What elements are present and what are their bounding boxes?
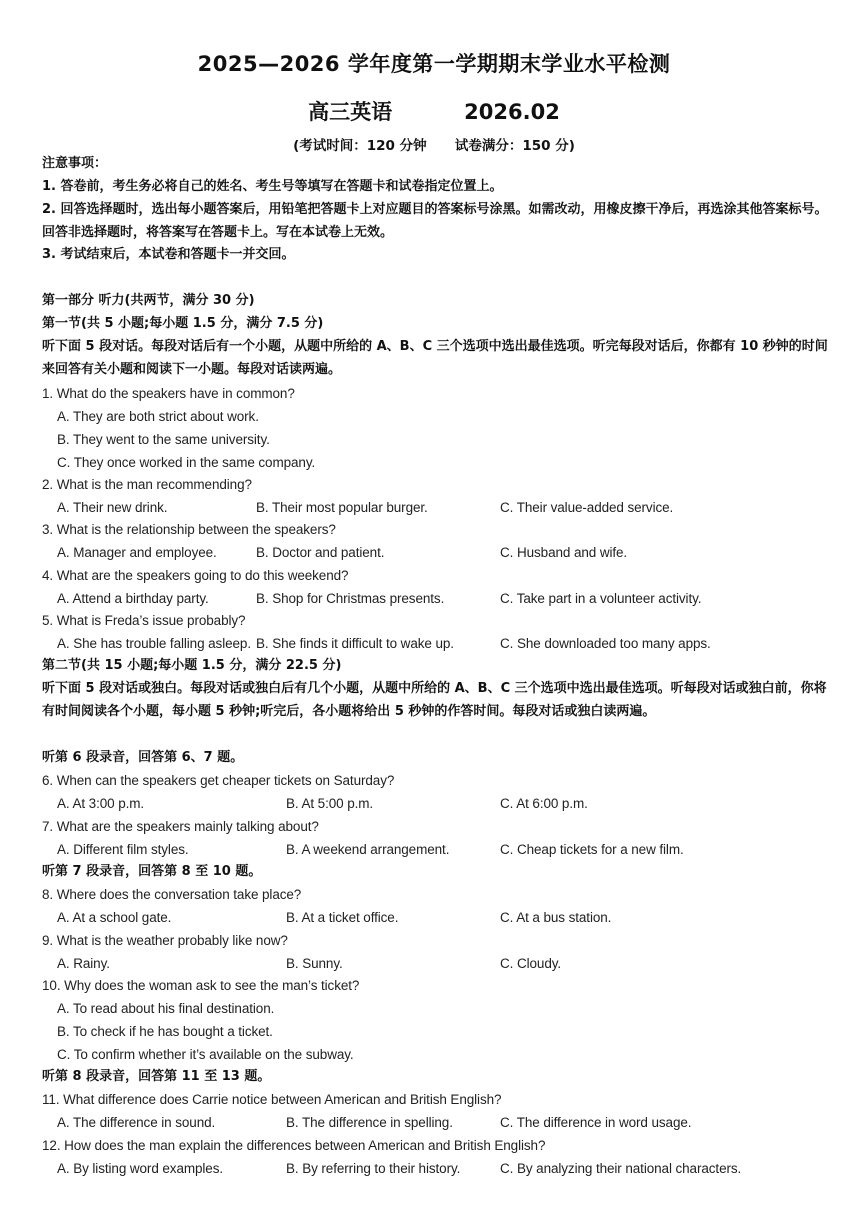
- subject-label: 高三英语: [308, 100, 393, 124]
- notice-item-3: 3. 考试结束后，本试卷和答题卡一并交回。: [42, 247, 295, 262]
- q6-option-c: C. At 6:00 p.m.: [500, 796, 588, 811]
- section2-heading: 第二节(共 15 小题;每小题 1.5 分，满分 22.5 分): [42, 658, 342, 673]
- question-5: 5. What is Freda’s issue probably?: [42, 613, 246, 628]
- q3-option-b: B. Doctor and patient.: [256, 545, 385, 560]
- audio-label-8: 听第 8 段录音，回答第 11 至 13 题。: [42, 1069, 271, 1084]
- q3-option-a: A. Manager and employee.: [57, 545, 217, 560]
- q4-option-a: A. Attend a birthday party.: [57, 591, 209, 606]
- q8-option-b: B. At a ticket office.: [286, 910, 399, 925]
- q8-option-c: C. At a bus station.: [500, 910, 612, 925]
- question-1: 1. What do the speakers have in common?: [42, 386, 295, 401]
- q10-option-b: B. To check if he has bought a ticket.: [57, 1024, 273, 1039]
- q7-option-b: B. A weekend arrangement.: [286, 842, 450, 857]
- q2-option-c: C. Their value-added service.: [500, 500, 674, 515]
- notice-item-1: 1. 答卷前，考生务必将自己的姓名、考生号等填写在答题卡和试卷指定位置上。: [42, 179, 503, 194]
- audio-label-6: 听第 6 段录音，回答第 6、7 题。: [42, 750, 244, 765]
- question-11: 11. What difference does Carrie notice between American and British English?: [42, 1092, 502, 1107]
- q6-option-a: A. At 3:00 p.m.: [57, 796, 145, 811]
- question-7: 7. What are the speakers mainly talking about?: [42, 819, 319, 834]
- q4-option-b: B. Shop for Christmas presents.: [256, 591, 445, 606]
- question-4: 4. What are the speakers going to do this weekend?: [42, 568, 349, 583]
- q5-option-c: C. She downloaded too many apps.: [500, 636, 711, 651]
- q12-option-c: C. By analyzing their national characters.: [500, 1161, 742, 1176]
- question-8: 8. Where does the conversation take place?: [42, 887, 302, 902]
- q9-option-a: A. Rainy.: [57, 956, 110, 971]
- q10-option-a: A. To read about his final destination.: [57, 1001, 275, 1016]
- part1-heading: 第一部分 听力(共两节，满分 30 分): [42, 293, 255, 308]
- q9-option-c: C. Cloudy.: [500, 956, 562, 971]
- notice-heading: 注意事项：: [42, 156, 108, 171]
- q7-option-a: A. Different film styles.: [57, 842, 189, 857]
- q1-option-c: C. They once worked in the same company.: [57, 455, 316, 470]
- q1-option-a: A. They are both strict about work.: [57, 409, 259, 424]
- q6-option-b: B. At 5:00 p.m.: [286, 796, 374, 811]
- q12-option-a: A. By listing word examples.: [57, 1161, 224, 1176]
- q11-option-b: B. The difference in spelling.: [286, 1115, 453, 1130]
- question-12: 12. How does the man explain the differences between American and British English?: [42, 1138, 546, 1153]
- question-2: 2. What is the man recommending?: [42, 477, 252, 492]
- q3-option-c: C. Husband and wife.: [500, 545, 628, 560]
- q12-option-b: B. By referring to their history.: [286, 1161, 461, 1176]
- section1-heading: 第一节(共 5 小题;每小题 1.5 分，满分 7.5 分): [42, 316, 324, 331]
- question-6: 6. When can the speakers get cheaper tickets on Saturday?: [42, 773, 395, 788]
- exam-title: 2025—2026 学年度第一学期期末学业水平检测: [197, 52, 671, 76]
- question-3: 3. What is the relationship between the speakers?: [42, 522, 336, 537]
- q9-option-b: B. Sunny.: [286, 956, 343, 971]
- q10-option-c: C. To confirm whether it’s available on the subway.: [57, 1047, 354, 1062]
- q5-option-a: A. She has trouble falling asleep.: [57, 636, 251, 651]
- q11-option-a: A. The difference in sound.: [57, 1115, 216, 1130]
- notice-item-2: 2. 回答选择题时，选出每小题答案后，用铅笔把答题卡上对应题目的答案标号涂黑。如需改动，用橡皮擦干净后，再选涂其他答案标号。回答非选择题时，将答案写在答题卡上。写在本试卷上无效。: [42, 202, 828, 240]
- q2-option-a: A. Their new drink.: [57, 500, 168, 515]
- exam-date: 2026.02: [464, 100, 560, 124]
- q11-option-c: C. The difference in word usage.: [500, 1115, 692, 1130]
- q4-option-c: C. Take part in a volunteer activity.: [500, 591, 702, 606]
- exam-subtitle: [0, 96, 868, 126]
- exam-info: (考试时间：120 分钟 试卷满分：150 分): [293, 138, 575, 154]
- q8-option-a: A. At a school gate.: [57, 910, 172, 925]
- q5-option-b: B. She finds it difficult to wake up.: [256, 636, 454, 651]
- question-9: 9. What is the weather probably like now?: [42, 933, 288, 948]
- q2-option-b: B. Their most popular burger.: [256, 500, 428, 515]
- audio-label-7: 听第 7 段录音，回答第 8 至 10 题。: [42, 864, 262, 879]
- q7-option-c: C. Cheap tickets for a new film.: [500, 842, 684, 857]
- section2-instructions: 听下面 5 段对话或独白。每段对话或独白后有几个小题，从题中所给的 A、B、C 三个选项中选出最佳选项。听每段对话或独白前，你将有时间阅读各个小题，每小题 5 秒钟;听完后，各小题将给出 5 秒钟的作答时间。每段对话或独白读两遍。: [42, 681, 827, 719]
- question-10: 10. Why does the woman ask to see the man’s ticket?: [42, 978, 360, 993]
- section1-instructions: 听下面 5 段对话。每段对话后有一个小题，从题中所给的 A、B、C 三个选项中选出最佳选项。听完每段对话后，你都有 10 秒钟的时间来回答有关小题和阅读下一小题。每段对话读两遍。: [42, 339, 828, 377]
- q1-option-b: B. They went to the same university.: [57, 432, 270, 447]
